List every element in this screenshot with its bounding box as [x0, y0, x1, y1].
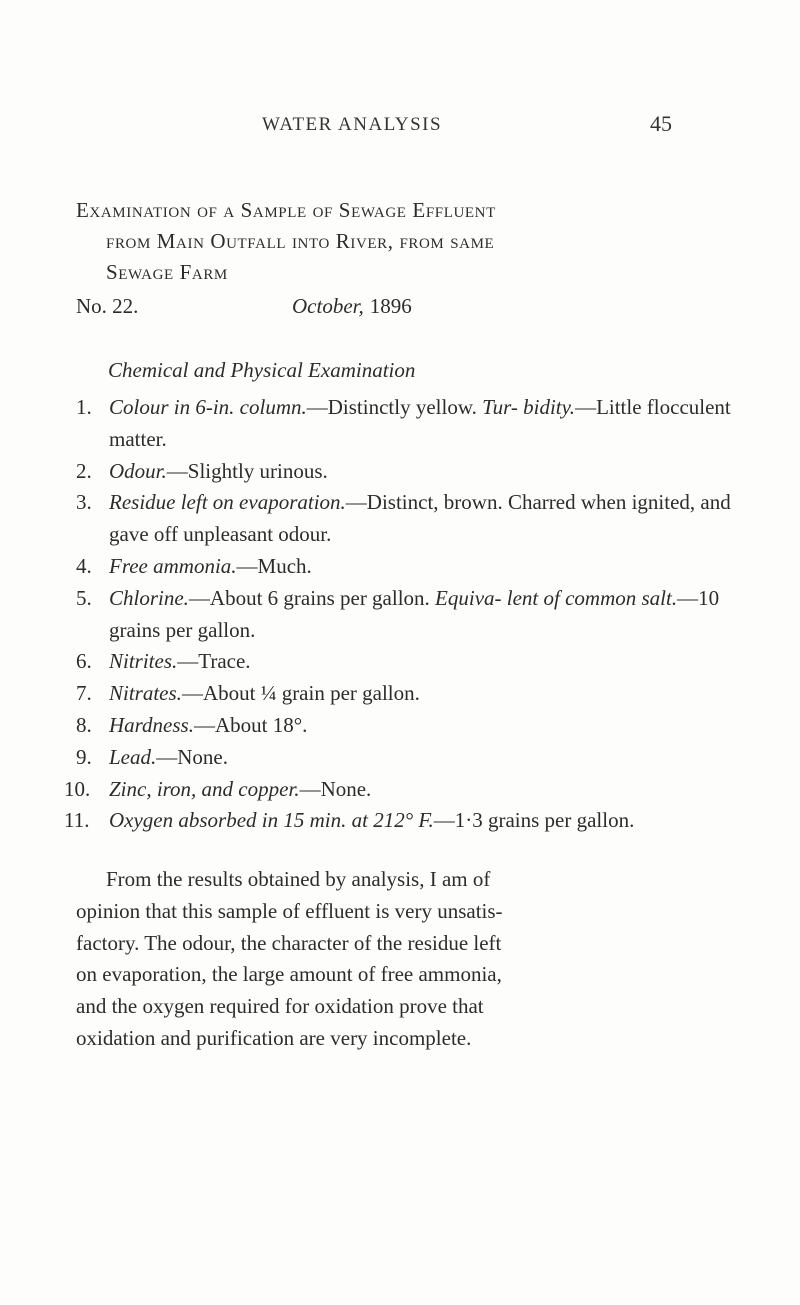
sample-date	[292, 294, 412, 319]
item-label: Colour in 6-in. column.	[109, 395, 307, 419]
item-label: Nitrites.	[109, 649, 178, 674]
item-number: 10.	[64, 776, 91, 801]
running-title: WATER ANALYSIS	[262, 114, 443, 135]
list-item	[76, 678, 766, 710]
examination-list	[64, 392, 766, 837]
item-text: —About ¼ grain per gallon.	[181, 681, 420, 706]
item-text: —Distinctly yellow.	[306, 395, 477, 419]
item-text: —1·3 grains per gallon.	[433, 808, 635, 833]
item-label: Odour.	[109, 458, 167, 483]
list-item	[76, 742, 766, 774]
section-heading	[76, 195, 776, 288]
running-head	[0, 111, 800, 144]
examination-subtitle: Chemical and Physical Examination	[108, 358, 416, 382]
list-item	[76, 646, 766, 678]
page-number: 45	[650, 111, 672, 136]
heading-line-2: from Main Outfall into River, from same	[106, 229, 495, 253]
item-number: 5.	[76, 585, 92, 610]
sample-year: 1896	[369, 294, 412, 318]
item-label: Nitrates.	[109, 681, 182, 706]
item-label: Hardness.	[109, 712, 194, 737]
item-label: Equiva- lent of common salt.	[435, 585, 678, 610]
heading-line-3: Sewage Farm	[106, 260, 228, 284]
conclusion-line: From the results obtained by analysis, I am of	[106, 867, 491, 891]
sample-month: October,	[292, 294, 364, 318]
item-text: —None.	[156, 744, 228, 769]
item-text: —None.	[299, 776, 372, 801]
list-item	[76, 392, 766, 456]
conclusion-line: on evaporation, the large amount of free ammonia,	[76, 962, 502, 987]
item-label: Chlorine.	[109, 585, 189, 610]
item-number: 6.	[76, 649, 92, 674]
item-label: Oxygen absorbed in 15 min. at 212° F.	[109, 808, 434, 833]
item-text: —Little flocculent matter.	[109, 395, 731, 451]
item-number: 8.	[76, 712, 92, 737]
item-text: —About 18°.	[193, 712, 308, 737]
item-number: 11.	[64, 808, 90, 833]
item-label: Lead.	[109, 744, 157, 769]
item-number: 4.	[76, 553, 92, 578]
conclusion-paragraph	[76, 864, 761, 1055]
conclusion-line: and the oxygen required for oxidation prove that	[76, 994, 484, 1019]
conclusion-line: opinion that this sample of effluent is very unsatis-	[76, 898, 503, 923]
conclusion-line: factory. The odour, the character of the residue left	[76, 930, 502, 955]
list-item	[76, 487, 766, 551]
item-text: —10 grains per gallon.	[109, 585, 720, 642]
item-label: Free ammonia.	[109, 553, 237, 578]
heading-line-1: Examination of a Sample of Sewage Effluent	[76, 198, 496, 222]
item-number: 7.	[76, 681, 92, 706]
item-text: —About 6 grains per gallon.	[188, 585, 430, 610]
item-label: Tur- bidity.	[482, 395, 576, 419]
item-text: —Much.	[236, 553, 312, 578]
item-number: 2.	[76, 458, 92, 483]
item-number: 9.	[76, 744, 92, 769]
item-text: —Distinct, brown. Charred when ignited, and gave off unpleasant odour.	[109, 490, 731, 547]
list-item	[64, 805, 766, 837]
list-item	[64, 774, 766, 806]
item-text: —Slightly urinous.	[166, 458, 328, 483]
item-label: Residue left on evaporation.	[109, 490, 346, 515]
sample-meta	[76, 294, 756, 319]
sample-number: No. 22.	[76, 294, 139, 318]
conclusion-line: oxidation and purification are very incomplete.	[76, 1025, 472, 1050]
item-text: —Trace.	[177, 649, 251, 674]
list-item	[76, 456, 766, 488]
item-number: 3.	[76, 490, 92, 515]
item-number: 1.	[76, 395, 92, 419]
list-item	[76, 583, 766, 647]
item-label: Zinc, iron, and copper.	[109, 776, 300, 801]
list-item	[76, 710, 766, 742]
list-item	[76, 551, 766, 583]
